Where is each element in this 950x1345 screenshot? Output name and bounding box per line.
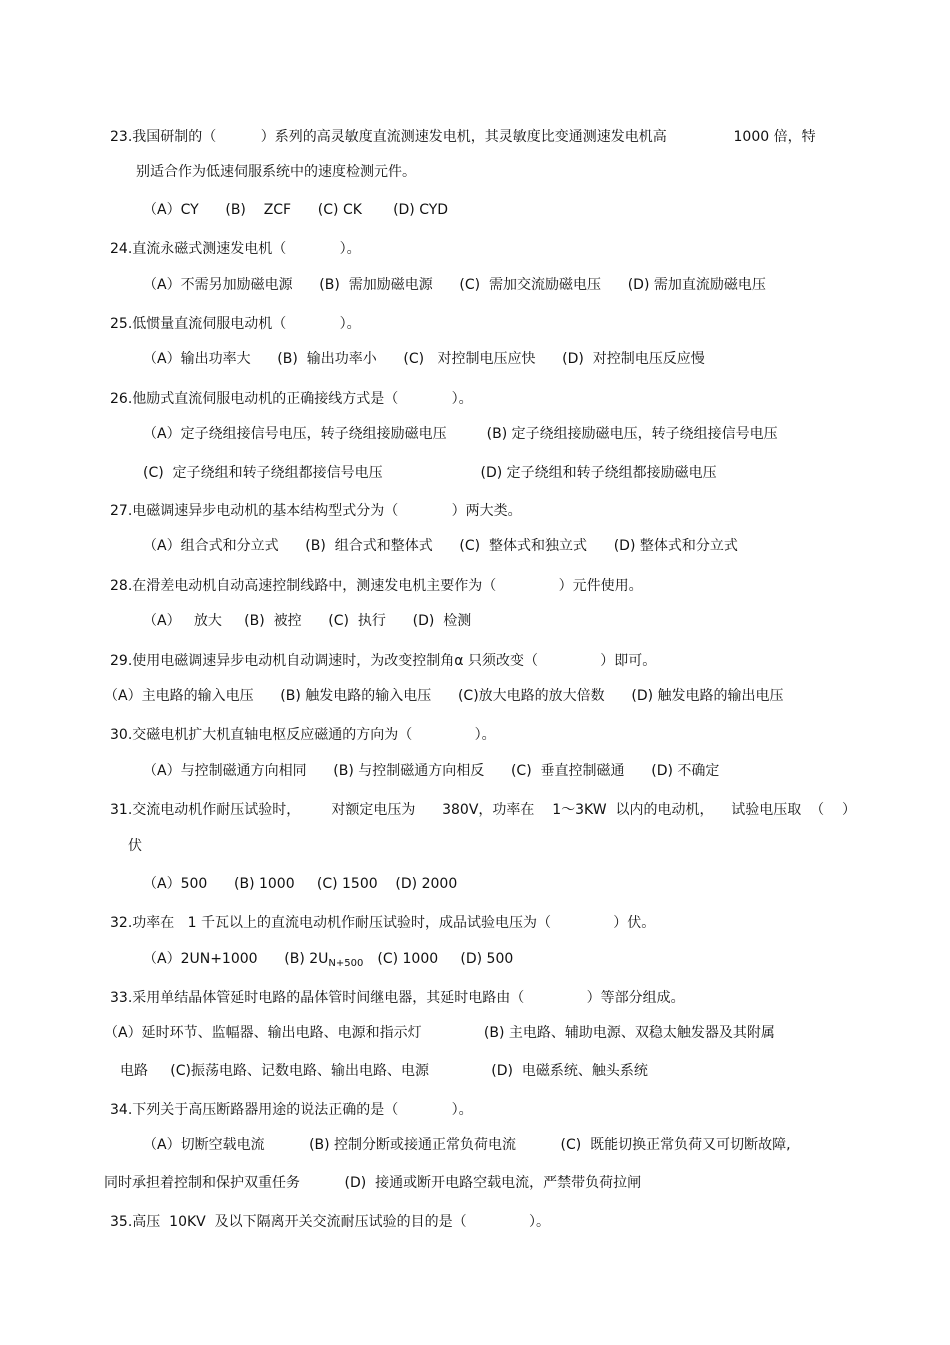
q25-question: 25.低惯量直流伺服电动机（ ）。 bbox=[110, 316, 361, 332]
q24-question: 24.直流永磁式测速发电机（ ）。 bbox=[110, 241, 361, 257]
q23-line-2: 别适合作为低速伺服系统中的速度检测元件。 bbox=[136, 164, 416, 180]
q32-question: 32.功率在 1 千瓦以上的直流电动机作耐压试验时，成品试验电压为（ ）伏。 bbox=[110, 915, 656, 931]
q34-question: 34.下列关于高压断路器用途的说法正确的是（ ）。 bbox=[110, 1102, 473, 1118]
q27-options: （A）组合式和分立式 (B) 组合式和整体式 (C) 整体式和独立式 (D) 整体式和分立式 bbox=[143, 538, 738, 554]
q28-question: 28.在滑差电动机自动高速控制线路中，测速发电机主要作为（ ）元件使用。 bbox=[110, 578, 643, 594]
q26-question: 26.他励式直流伺服电动机的正确接线方式是（ ）。 bbox=[110, 391, 473, 407]
q35-question: 35.高压 10KV 及以下隔离开关交流耐压试验的目的是（ ）。 bbox=[110, 1214, 550, 1230]
q32-options-part-2: (C) 1000 (D) 500 bbox=[377, 951, 514, 967]
q32-subscript: N+500 bbox=[328, 958, 364, 969]
q31-line-2: 伏 bbox=[128, 838, 142, 854]
q32-options bbox=[143, 950, 513, 973]
q30-options: （A）与控制磁通方向相同 (B) 与控制磁通方向相反 (C) 垂直控制磁通 (D) 不确定 bbox=[143, 763, 720, 779]
q23-line-1: 23.我国研制的（ ）系列的高灵敏度直流测速发电机，其灵敏度比变通测速发电机高 1000 倍，特 bbox=[110, 129, 816, 145]
q28-options: （A） 放大 (B) 被控 (C) 执行 (D) 检测 bbox=[143, 613, 472, 629]
q33-options-2: 电路 (C)振荡电路、记数电路、输出电路、电源 (D) 电磁系统、触头系统 bbox=[120, 1063, 648, 1079]
q29-question: 29.使用电磁调速异步电动机自动调速时，为改变控制角α 只须改变（ ）即可。 bbox=[110, 653, 657, 669]
q34-options-2: 同时承担着控制和保护双重任务 (D) 接通或断开电路空载电流，严禁带负荷拉闸 bbox=[104, 1175, 642, 1191]
q34-options-1: （A）切断空载电流 (B) 控制分断或接通正常负荷电流 (C) 既能切换正常负荷又可切断故障, bbox=[143, 1137, 791, 1153]
q31-options: （A）500 (B) 1000 (C) 1500 (D) 2000 bbox=[143, 876, 458, 892]
q27-question: 27.电磁调速异步电动机的基本结构型式分为（ ）两大类。 bbox=[110, 503, 522, 519]
q26-options-cd: (C) 定子绕组和转子绕组都接信号电压 (D) 定子绕组和转子绕组都接励磁电压 bbox=[143, 465, 717, 481]
q33-question: 33.采用单结晶体管延时电路的晶体管时间继电器，其延时电路由（ ）等部分组成。 bbox=[110, 990, 685, 1006]
q30-question: 30.交磁电机扩大机直轴电枢反应磁通的方向为（ ）。 bbox=[110, 727, 496, 743]
q33-options-1: （A）延时环节、监幅器、输出电路、电源和指示灯 (B) 主电路、辅助电源、双稳太触发器及其附属 bbox=[104, 1025, 775, 1041]
q23-options: （A）CY (B) ZCF (C) CK (D) CYD bbox=[143, 202, 449, 218]
q29-options: （A）主电路的输入电压 (B) 触发电路的输入电压 (C)放大电路的放大倍数 (D) 触发电路的输出电压 bbox=[104, 688, 784, 704]
q26-options-ab: （A）定子绕组接信号电压，转子绕组接励磁电压 (B) 定子绕组接励磁电压，转子绕组接信号电压 bbox=[143, 426, 778, 442]
q25-options: （A）输出功率大 (B) 输出功率小 (C) 对控制电压应快 (D) 对控制电压反应慢 bbox=[143, 351, 705, 367]
q32-options-part-1: （A）2UN+1000 (B) 2U bbox=[143, 951, 329, 967]
q31-line-1: 31.交流电动机作耐压试验时， 对额定电压为 380V，功率在 1～3KW 以内的电动机， 试验电压取 （ ） bbox=[110, 802, 856, 818]
q24-options: （A）不需另加励磁电源 (B) 需加励磁电源 (C) 需加交流励磁电压 (D) 需加直流励磁电压 bbox=[143, 277, 766, 293]
